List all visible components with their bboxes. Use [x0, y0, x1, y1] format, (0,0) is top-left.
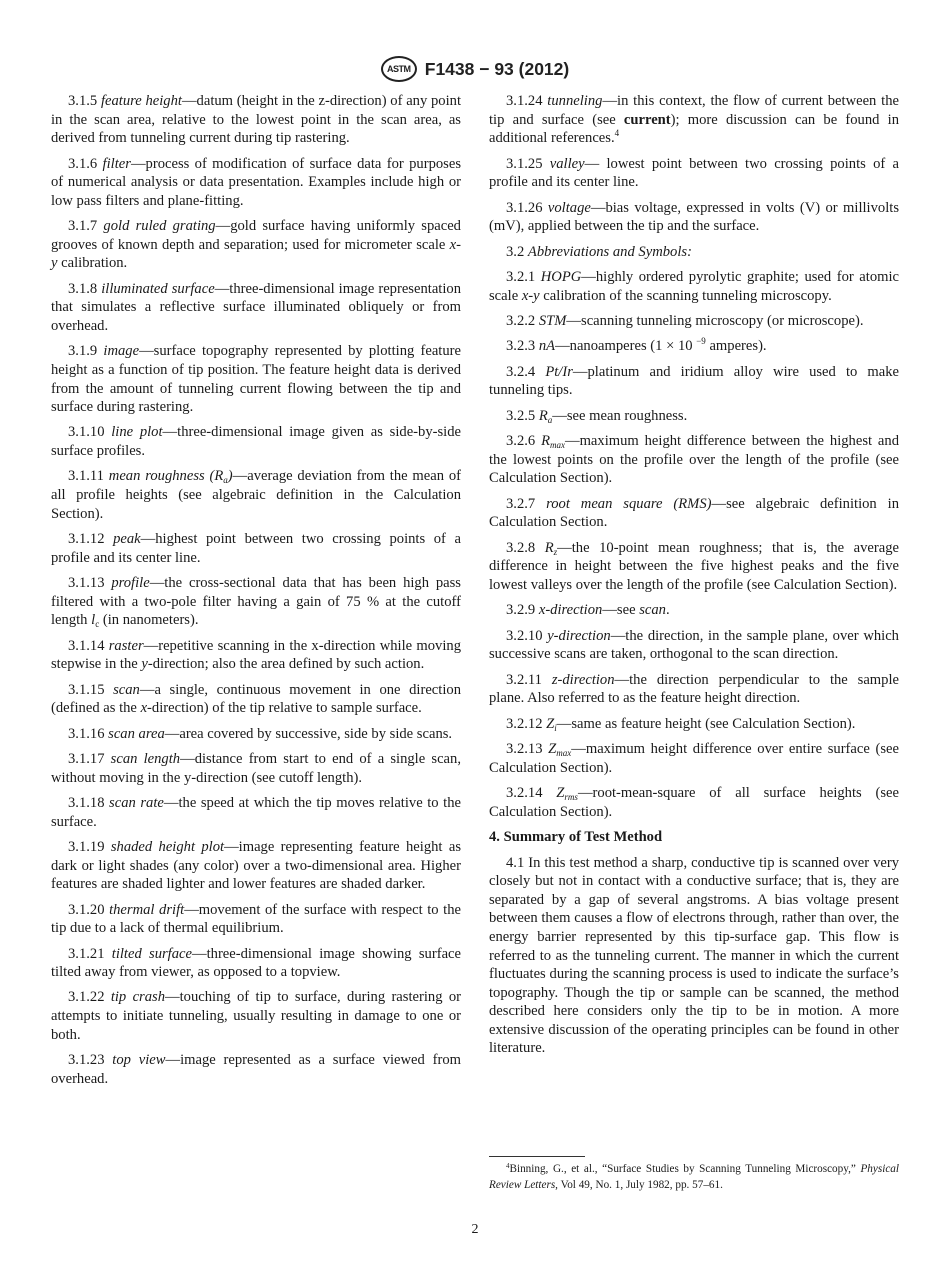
abbreviation-pt-ir: 3.2.4 Pt/Ir—platinum and iridium alloy wire used to make tunneling tips.	[489, 363, 900, 399]
definition-raster: 3.1.14 raster—repetitive scanning in the x-direction while moving stepwise in the y-direction; also the area defined by such action.	[51, 637, 461, 673]
right-column	[489, 92, 899, 1065]
left-column	[51, 92, 461, 1095]
paragraph-4-1: 4.1 In this test method a sharp, conductive tip is scanned over very closely but not in contact with a conductive surface; that is, they are separated by a gap of several angstroms. A bias voltage present between them causes a flow of electrons through, rather than over, the energy barrier represented by this tip-surface gap. This flow is referred to as the tunneling current. The manner in which the current fluctuates during the scanning process is used to indicate the surface’s topography. Though the tip or sample can be scanned, the method described here considers only the tip to be in motion. A more extensive discussion of the operating principles can be found in other literature.	[489, 854, 899, 1057]
definition-thermal-drift: 3.1.20 thermal drift—movement of the surface with respect to the tip due to a lack of thermal equilibrium.	[51, 901, 461, 937]
definition-profile: 3.1.13 profile—the cross-sectional data that has been high pass filtered with a two-pole filter having a gain of 75 % at the cutoff length $l_c$ (in nanometers).	[51, 575, 461, 630]
definition-voltage: 3.1.26 voltage—bias voltage, expressed in volts (V) or millivolts (mV), applied between the tip and the surface.	[489, 199, 899, 235]
abbreviations-heading: 3.2 Abbreviations and Symbols:	[506, 243, 692, 260]
definition-image: 3.1.9 image—surface topography represented by plotting feature height as a function of tip position. The feature height data is derived from the amount of tunneling current flowing between the tip and surface during rastering.	[51, 343, 461, 416]
definition-tip-crash: 3.1.22 tip crash—touching of tip to surface, during rastering or attempts to initiate tunneling, usually resulting in damage to one or both.	[51, 989, 461, 1043]
definition-peak: 3.1.12 peak—highest point between two crossing points of a profile and its center line.	[51, 531, 461, 566]
abbreviation-zrms: 3.2.14 $Z_{rms}—root-mean$-square of all surface heights (see Calculation Section).	[489, 784, 899, 820]
definition-scan-length: 3.1.17 scan length—distance from start to end of a single scan, without moving in the y-direction (see cutoff length).	[51, 750, 461, 786]
definition-gold-ruled-grating: 3.1.7 gold ruled grating—gold surface having uniformly spaced grooves of known depth and separation; used for micrometer scale x-y calibration.	[51, 218, 461, 272]
definition-illuminated-surface: 3.1.8 illuminated surface—three-dimensional image representation that simulates a reflective surface illuminated obliquely or from overhead.	[51, 280, 462, 334]
definition-top-view: 3.1.23 top view—image represented as a surface viewed from overhead.	[51, 1052, 461, 1087]
footnote: $^4$Binning, G., et al., “Surface Studies by Scanning Tunneling Microscopy,” Physical Review Letters, Vol 49, No. 1, July 1982, pp. 57–61.	[489, 1162, 899, 1191]
definition-filter: 3.1.6 filter—process of modification of surface data for purposes of numerical analysis or data presentation. Examples include high or low pass filters and plane-fitting.	[51, 155, 461, 209]
abbreviation-rz: 3.2.8 $R_z—the$ 10-point mean roughness; that is, the average difference in height between the five highest peaks and the five lowest valleys over the length of the profile (see Calculation Section).	[489, 539, 899, 593]
definition-shaded-height-plot: 3.1.19 shaded height plot—image representing feature height as dark or light shades (any color) over a two-dimensional area. Higher features are shaded lighter and lower features are shaded darker.	[51, 838, 461, 893]
definition-line-plot: 3.1.10 line plot—three-dimensional image given as side-by-side surface profiles.	[51, 424, 461, 460]
astm-logo-icon: ASTM	[381, 56, 417, 82]
definition-tunneling: 3.1.24 tunneling—in this context, the flow of current between the tip and surface (see current); more discussion can be found in additional references.$^4$	[489, 93, 899, 147]
abbreviation-z-direction: 3.2.11 z-direction—the direction perpendicular to the sample plane. Also referred to as the feature height direction.	[489, 671, 899, 707]
abbreviation-y-direction: 3.2.10 y-direction—the direction, in the sample plane, over which successive scans are taken, orthogonal to the scan direction.	[489, 627, 899, 663]
abbreviation-zi: 3.2.12 $Z_i—same$ as feature height (see Calculation Section).	[506, 715, 856, 733]
definition-feature-height: 3.1.5 feature height—datum (height in the z-direction) of any point in the scan area, relative to the lowest point in the scan area, as derived from tunneling current during tip rastering.	[51, 93, 462, 147]
abbreviation-zmax: 3.2.13 $Z_{max}—maximum$ height difference over entire surface (see Calculation Section).	[489, 740, 899, 776]
footnote-ref[interactable]: 4	[614, 128, 620, 139]
abbreviation-ra: 3.2.5 $R_a—see$ mean roughness.	[506, 407, 688, 425]
footnote-divider	[489, 1156, 585, 1157]
definition-scan-rate: 3.1.18 scan rate—the speed at which the tip moves relative to the surface.	[51, 794, 461, 830]
abbreviation-na: 3.2.3 nA—nanoamperes (1 × 10 $^{-9}$ amperes).	[506, 336, 767, 355]
definition-mean-roughness: 3.1.11 mean roughness $(R_a)—average$ deviation from the mean of all profile heights (see algebraic definition in the Calculation Section).	[51, 468, 461, 522]
abbreviation-x-direction: 3.2.9 x-direction—see scan.	[506, 602, 670, 619]
abbreviation-stm: 3.2.2 STM—scanning tunneling microscopy (or microscope).	[506, 312, 864, 329]
abbreviation-rmax: 3.2.6 $R_{max}—maximum$ height difference between the highest and the lowest points on the profile over the length of the profile (see Calculation Section).	[489, 433, 899, 487]
page-number: 2	[471, 1222, 479, 1237]
abbreviation-rms: 3.2.7 root mean square (RMS)—see algebraic definition in Calculation Section.	[489, 495, 899, 531]
definition-scan-area: 3.1.16 scan area—area covered by successive, side by side scans.	[68, 725, 453, 742]
definition-scan: 3.1.15 scan—a single, continuous movement in one direction (defined as the x-direction) of the tip relative to sample surface.	[51, 681, 461, 717]
definition-valley: 3.1.25 valley— lowest point between two crossing points of a profile and its center line.	[489, 155, 899, 191]
page-header	[0, 56, 950, 82]
document-id: F1438 − 93 (2012)	[424, 58, 570, 79]
abbreviation-hopg: 3.2.1 HOPG—highly ordered pyrolytic graphite; used for atomic scale x-y calibration of the scanning tunneling microscopy.	[489, 268, 899, 304]
definition-tilted-surface: 3.1.21 tilted surface—three-dimensional image showing surface tilted away from viewer, as opposed to a topview.	[51, 945, 462, 981]
section-heading-summary: 4. Summary of Test Method	[489, 828, 663, 845]
